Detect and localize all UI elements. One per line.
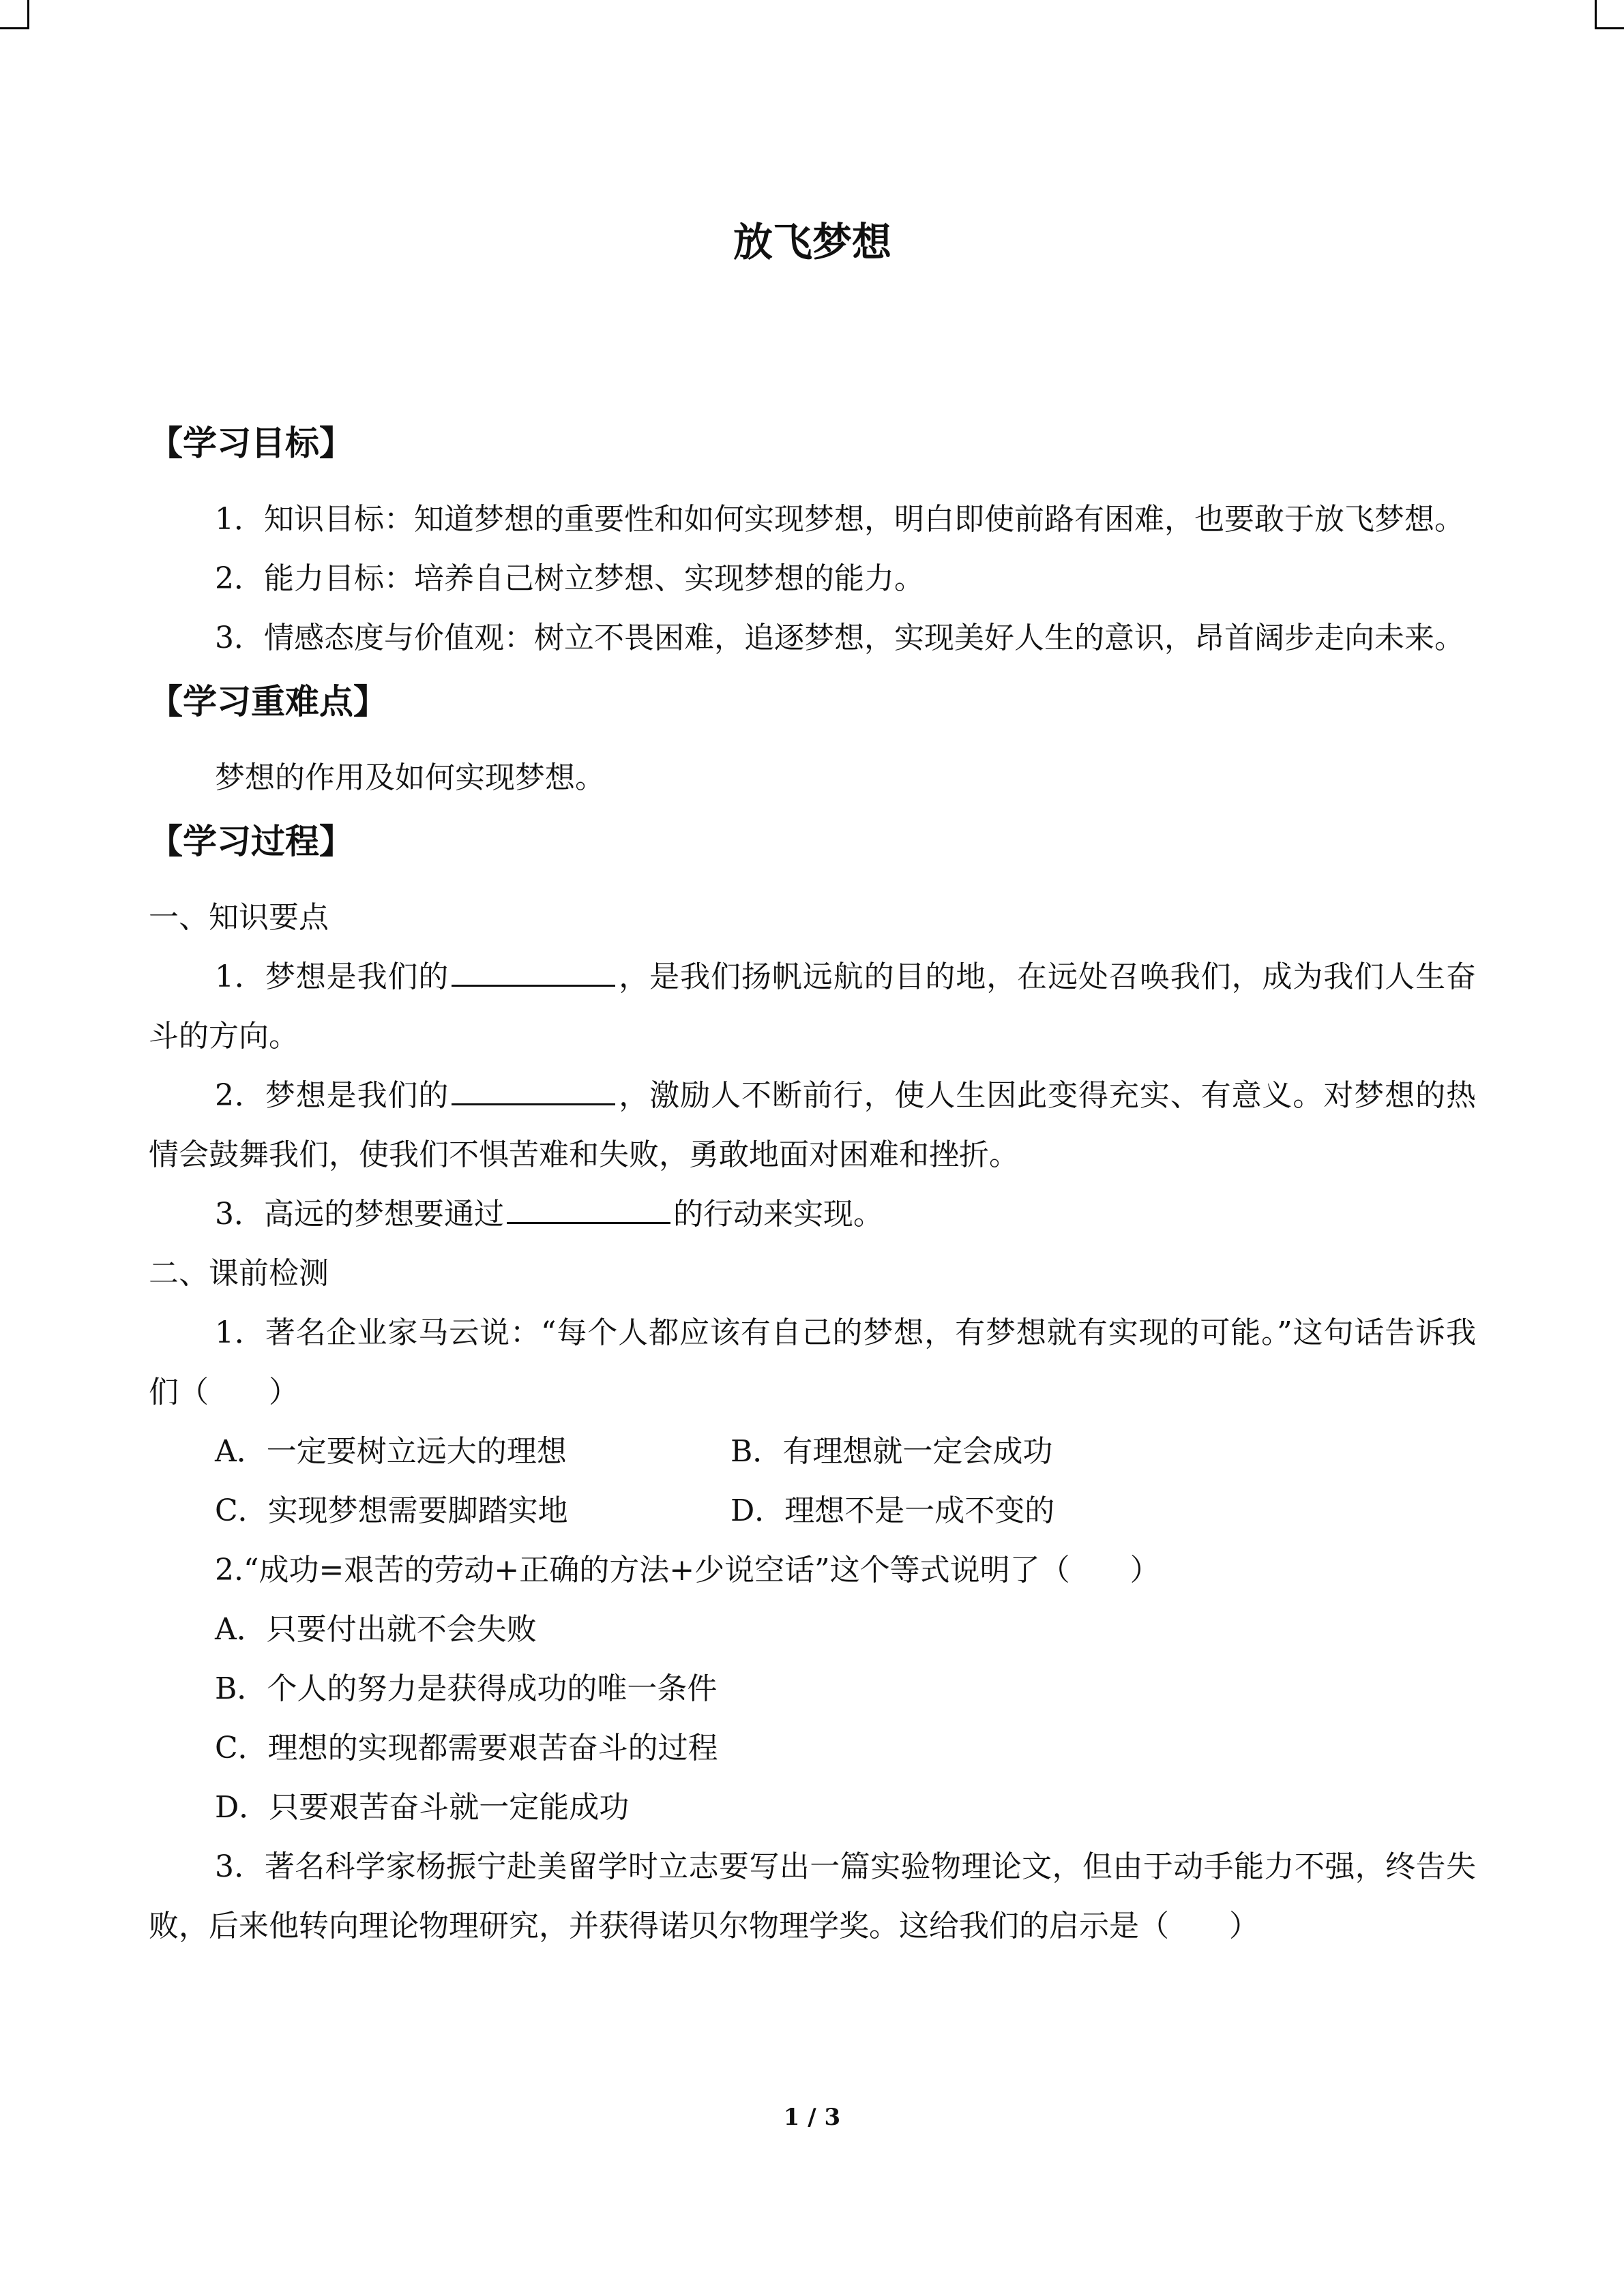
- crop-mark-top-left: [0, 0, 29, 29]
- fill-in-question: [149, 947, 1476, 1066]
- question-stem: 3．著名科学家杨振宁赴美留学时立志要写出一篇实验物理论文，但由于动手能力不强，终告失败，后来他转向理论物理研究，并获得诺贝尔物理学奖。这给我们的启示是（ ）: [149, 1849, 1476, 1943]
- answer-options-row: [215, 1422, 1476, 1481]
- fill-blank[interactable]: [452, 1076, 615, 1105]
- page-number: 1 / 3: [783, 2104, 841, 2131]
- pre-class-test-title: 二、课前检测: [149, 1256, 329, 1291]
- objective-item: 2．能力目标：培养自己树立梦想、实现梦想的能力。: [215, 561, 924, 596]
- fill-question-text: ，是我们扬帆远航的目的地，在远处召唤我们，成为我们人生奋斗的方向。: [149, 959, 1476, 1054]
- fill-blank[interactable]: [452, 957, 615, 987]
- process-heading: 【学习过程】: [149, 822, 353, 861]
- objective-item: 1．知识目标：知道梦想的重要性和如何实现梦想，明白即使前路有困难，也要敢于放飞梦想。: [215, 502, 1464, 537]
- answer-option[interactable]: D．理想不是一成不变的: [730, 1493, 1055, 1528]
- objective-item: 3．情感态度与价值观：树立不畏困难，追逐梦想，实现美好人生的意识，昂首阔步走向未来。: [215, 621, 1464, 655]
- fill-blank[interactable]: [507, 1195, 670, 1224]
- key-points-heading: 【学习重难点】: [149, 682, 387, 721]
- fill-question-text: 1．梦想是我们的: [215, 959, 449, 994]
- page-content: [149, 205, 1476, 1956]
- answer-option[interactable]: D．只要艰苦奋斗就一定能成功: [215, 1790, 630, 1825]
- fill-in-question: [149, 1184, 1476, 1244]
- page-title: 放飞梦想: [733, 219, 891, 265]
- answer-option[interactable]: A．只要付出就不会失败: [215, 1612, 537, 1647]
- answer-option[interactable]: C．实现梦想需要脚踏实地: [215, 1493, 568, 1528]
- knowledge-points-title: 一、知识要点: [149, 900, 329, 935]
- answer-option[interactable]: B．个人的努力是获得成功的唯一条件: [215, 1671, 718, 1706]
- fill-question-text: 的行动来实现。: [673, 1197, 883, 1232]
- answer-option[interactable]: B．有理想就一定会成功: [730, 1434, 1053, 1469]
- fill-question-text: ，激励人不断前行，使人生因此变得充实、有意义。对梦想的热情会鼓舞我们，使我们不惧苦难和失败，勇敢地面对困难和挫折。: [149, 1078, 1476, 1172]
- question-stem: 2.“成功=艰苦的劳动+正确的方法+少说空话”这个等式说明了（ ）: [215, 1553, 1160, 1587]
- fill-in-question: [149, 1066, 1476, 1184]
- crop-mark-top-right: [1595, 0, 1624, 29]
- key-points-text: 梦想的作用及如何实现梦想。: [215, 760, 605, 795]
- fill-question-text: 2．梦想是我们的: [215, 1078, 449, 1113]
- question-stem: 1．著名企业家马云说：“每个人都应该有自己的梦想，有梦想就有实现的可能。”这句话告诉我们（ ）: [149, 1315, 1476, 1410]
- fill-question-text: 3．高远的梦想要通过: [215, 1197, 504, 1232]
- answer-option[interactable]: A．一定要树立远大的理想: [215, 1434, 567, 1469]
- answer-option[interactable]: C．理想的实现都需要艰苦奋斗的过程: [215, 1731, 718, 1765]
- objectives-heading: 【学习目标】: [149, 423, 353, 463]
- answer-options-row: [215, 1481, 1476, 1540]
